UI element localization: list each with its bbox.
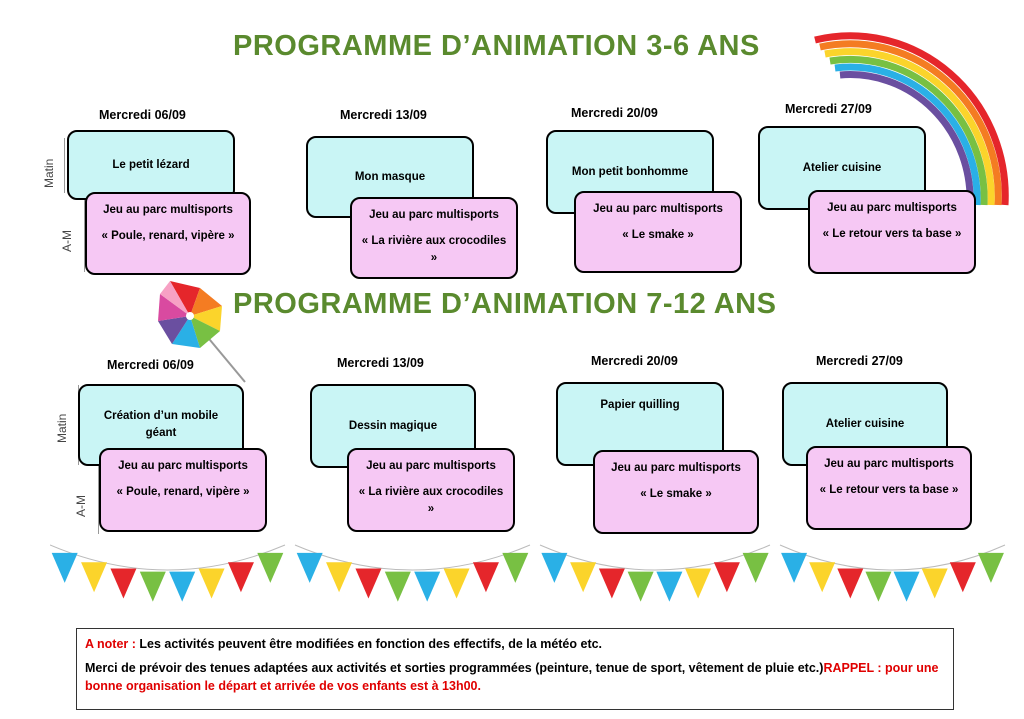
- bunting-flag: [628, 572, 654, 602]
- bunting-flag: [228, 562, 254, 592]
- matin-activity: Mon petit bonhomme: [546, 130, 714, 214]
- bunting-flag: [865, 572, 891, 602]
- day-date: Mercredi 27/09: [785, 102, 872, 116]
- day-date: Mercredi 13/09: [340, 108, 427, 122]
- bunting-flag: [444, 568, 470, 598]
- rappel-text: RAPPEL : pour une bonne organisation le départ et arrivée de vos enfants est à 13h00.: [85, 661, 939, 693]
- am-activity: Jeu au parc multisports « Le retour vers ta base »: [808, 190, 976, 274]
- bunting-flag: [199, 568, 225, 598]
- bunting-flag: [52, 553, 78, 583]
- bunting-flag: [656, 572, 682, 602]
- note-label: A noter :: [85, 637, 136, 651]
- bunting-flag: [570, 562, 596, 592]
- bunting-flag: [781, 553, 807, 583]
- day-date: Mercredi 13/09: [337, 356, 424, 370]
- note-box: [76, 628, 954, 710]
- bunting-flag: [599, 568, 625, 598]
- matin-activity: Création d’un mobile géant: [78, 384, 244, 466]
- note-text2: Merci de prévoir des tenues adaptées aux activités et sorties programmées (peinture, tenue de sport, vêtement de pluie etc.): [85, 661, 824, 675]
- am-label-2: A-M: [74, 495, 88, 517]
- matin-label-2: Matin: [55, 413, 69, 443]
- bunting-flag: [502, 553, 528, 583]
- am-activity: Jeu au parc multisports « La rivière aux crocodiles »: [347, 448, 515, 532]
- bunting-flag: [169, 572, 195, 602]
- matin-activity: Atelier cuisine: [782, 382, 948, 466]
- bunting-flag: [385, 572, 411, 602]
- bunting-flag: [837, 568, 863, 598]
- bunting-flag: [140, 572, 166, 602]
- bunting-garland-image: [50, 535, 1010, 615]
- matin-activity: Mon masque: [306, 136, 474, 218]
- am-label-1: A-M: [60, 230, 74, 252]
- am-activity: Jeu au parc multisports « Poule, renard, vipère »: [99, 448, 267, 532]
- bunting-flag: [714, 562, 740, 592]
- bunting-flag: [110, 568, 136, 598]
- bunting-flag: [978, 553, 1004, 583]
- bunting-flag: [473, 562, 499, 592]
- section1-title: PROGRAMME D’ANIMATION 3-6 ANS: [233, 30, 760, 62]
- bunting-flag: [414, 572, 440, 602]
- am-activity: Jeu au parc multisports « Le smake »: [574, 191, 742, 273]
- bunting-flag: [541, 553, 567, 583]
- bunting-flag: [297, 553, 323, 583]
- bunting-flag: [257, 553, 283, 583]
- section2-title: PROGRAMME D’ANIMATION 7-12 ANS: [233, 288, 777, 320]
- divider-1: [64, 138, 65, 193]
- bunting-flag: [685, 568, 711, 598]
- am-activity: Jeu au parc multisports « Le retour vers ta base »: [806, 446, 972, 530]
- day-date: Mercredi 06/09: [107, 358, 194, 372]
- am-activity: Jeu au parc multisports « Le smake »: [593, 450, 759, 534]
- day-date: Mercredi 20/09: [571, 106, 658, 120]
- bunting-flag: [743, 553, 769, 583]
- matin-activity: Papier quilling: [556, 382, 724, 466]
- day-date: Mercredi 06/09: [99, 108, 186, 122]
- am-activity: Jeu au parc multisports « La rivière aux crocodiles »: [350, 197, 518, 279]
- bunting-flag: [355, 568, 381, 598]
- bunting-flag: [922, 568, 948, 598]
- matin-activity: Atelier cuisine: [758, 126, 926, 210]
- am-activity: Jeu au parc multisports « Poule, renard, vipère »: [85, 192, 251, 275]
- note-text1: Les activités peuvent être modifiées en fonction des effectifs, de la météo etc.: [135, 637, 603, 651]
- day-date: Mercredi 20/09: [591, 354, 678, 368]
- day-date: Mercredi 27/09: [816, 354, 903, 368]
- matin-label-1: Matin: [42, 158, 56, 188]
- bunting-flag: [81, 562, 107, 592]
- matin-activity: Dessin magique: [310, 384, 476, 468]
- matin-activity: Le petit lézard: [67, 130, 235, 200]
- bunting-flag: [950, 562, 976, 592]
- bunting-flag: [809, 562, 835, 592]
- bunting-flag: [326, 562, 352, 592]
- bunting-flag: [894, 572, 920, 602]
